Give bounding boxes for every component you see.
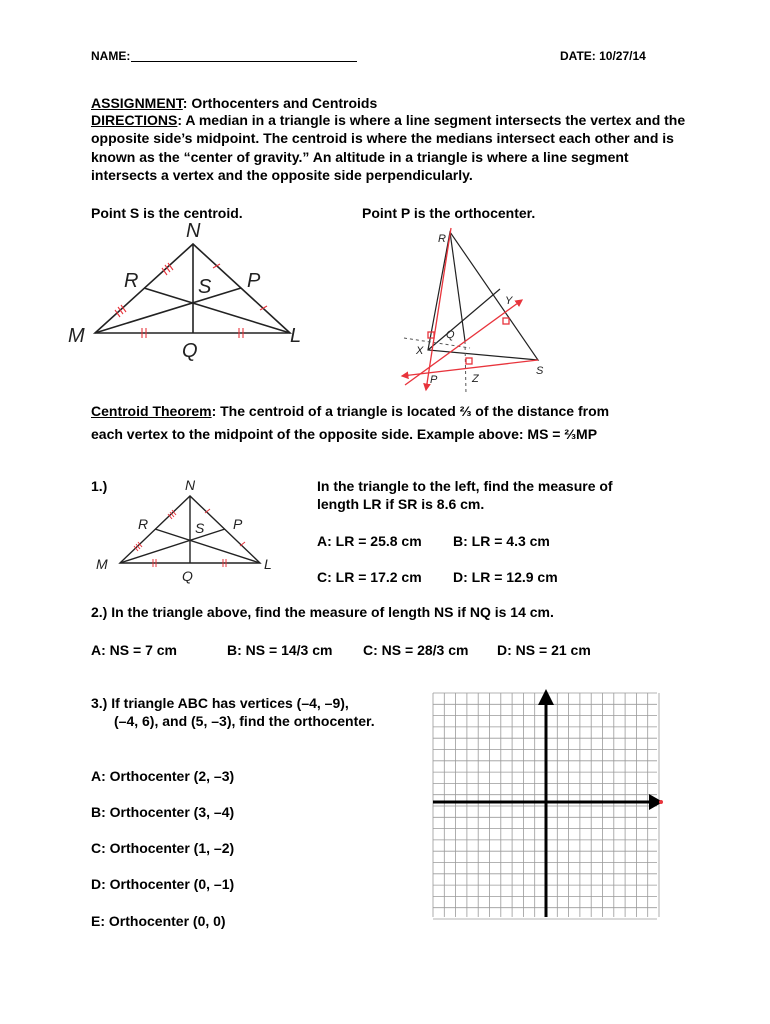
label-R: R (124, 270, 139, 292)
q2-option-c[interactable]: C: NS = 28/3 cm (363, 642, 469, 658)
q1-label-L: L (264, 556, 272, 572)
q1-option-a[interactable]: A: LR = 25.8 cm (317, 533, 422, 549)
name-blank-line[interactable] (131, 61, 357, 62)
theorem-line-1 (91, 402, 609, 420)
q1-option-c[interactable]: C: LR = 17.2 cm (317, 569, 422, 585)
q1-label-N: N (185, 477, 196, 493)
coordinate-grid[interactable] (425, 685, 665, 925)
q1-text-2: length LR if SR is 8.6 cm. (317, 496, 485, 512)
theorem-line-2: each vertex to the midpoint of the opposite side. Example above: MS = ⅔MP (91, 426, 598, 442)
assignment-line (91, 94, 377, 112)
q3-option-b[interactable]: B: Orthocenter (3, –4) (91, 804, 235, 820)
q3-text-2: (–4, 6), and (5, –3), find the orthocenter. (114, 713, 375, 729)
ortho-label-X: X (416, 345, 424, 357)
caption-orthocenter: Point P is the orthocenter. (362, 205, 536, 221)
caption-centroid: Point S is the centroid. (91, 205, 243, 221)
orthocenter-triangle-figure (390, 220, 570, 400)
theorem-text-1: : The centroid of a triangle is located ⅔ of the distance from (211, 403, 610, 419)
q3-option-e[interactable]: E: Orthocenter (0, 0) (91, 913, 226, 929)
label-P: P (247, 270, 261, 292)
label-N: N (186, 220, 201, 242)
q1-label-P: P (233, 516, 243, 532)
q1-centroid-figure (92, 472, 282, 587)
q1-text-1: In the triangle to the left, find the measure of (317, 478, 613, 494)
label-L: L (290, 325, 302, 347)
label-Q: Q (182, 340, 198, 362)
ortho-label-R: R (438, 233, 446, 245)
q1-number: 1.) (91, 478, 108, 494)
ortho-label-S: S (536, 365, 544, 377)
directions-paragraph (91, 111, 691, 184)
q2-option-b[interactable]: B: NS = 14/3 cm (227, 642, 333, 658)
theorem-label: Centroid Theorem (91, 403, 212, 419)
date-label: DATE: 10/27/14 (560, 49, 646, 63)
ortho-label-Z: Z (472, 373, 479, 385)
assignment-label: ASSIGNMENT (91, 95, 183, 111)
x-axis-arrow-tip (659, 800, 663, 804)
q1-label-R: R (138, 516, 149, 532)
q2-option-d[interactable]: D: NS = 21 cm (497, 642, 591, 658)
ortho-label-Y: Y (505, 295, 513, 307)
q2-option-a[interactable]: A: NS = 7 cm (91, 642, 177, 658)
q1-option-d[interactable]: D: LR = 12.9 cm (453, 569, 558, 585)
q3-text-1: 3.) If triangle ABC has vertices (–4, –9), (91, 695, 349, 711)
centroid-triangle-figure (60, 215, 320, 365)
q1-label-Q: Q (182, 568, 193, 584)
q1-option-b[interactable]: B: LR = 4.3 cm (453, 533, 550, 549)
label-M: M (68, 325, 85, 347)
q3-option-c[interactable]: C: Orthocenter (1, –2) (91, 840, 235, 856)
y-axis-arrow (538, 689, 554, 705)
ortho-label-Q: Q (446, 329, 455, 341)
q2-text: 2.) In the triangle above, find the measure of length NS if NQ is 14 cm. (91, 604, 554, 620)
directions-text: : A median in a triangle is where a line segment intersects the vertex and the opposite side’s midpoint. The centroid is where the medians intersect each other and is known as the “center of gravity.” An altitude in a triangle is where a line segment intersects a vertex and the opposite side perpendicularly. (91, 112, 686, 183)
q1-label-M: M (96, 556, 108, 572)
directions-label: DIRECTIONS (91, 112, 178, 128)
name-label: NAME: (91, 49, 131, 63)
q3-option-a[interactable]: A: Orthocenter (2, –3) (91, 768, 235, 784)
ortho-label-P: P (430, 374, 438, 386)
q1-label-S: S (195, 520, 205, 536)
label-S: S (198, 276, 212, 298)
q3-option-d[interactable]: D: Orthocenter (0, –1) (91, 876, 235, 892)
assignment-title: : Orthocenters and Centroids (182, 95, 378, 111)
